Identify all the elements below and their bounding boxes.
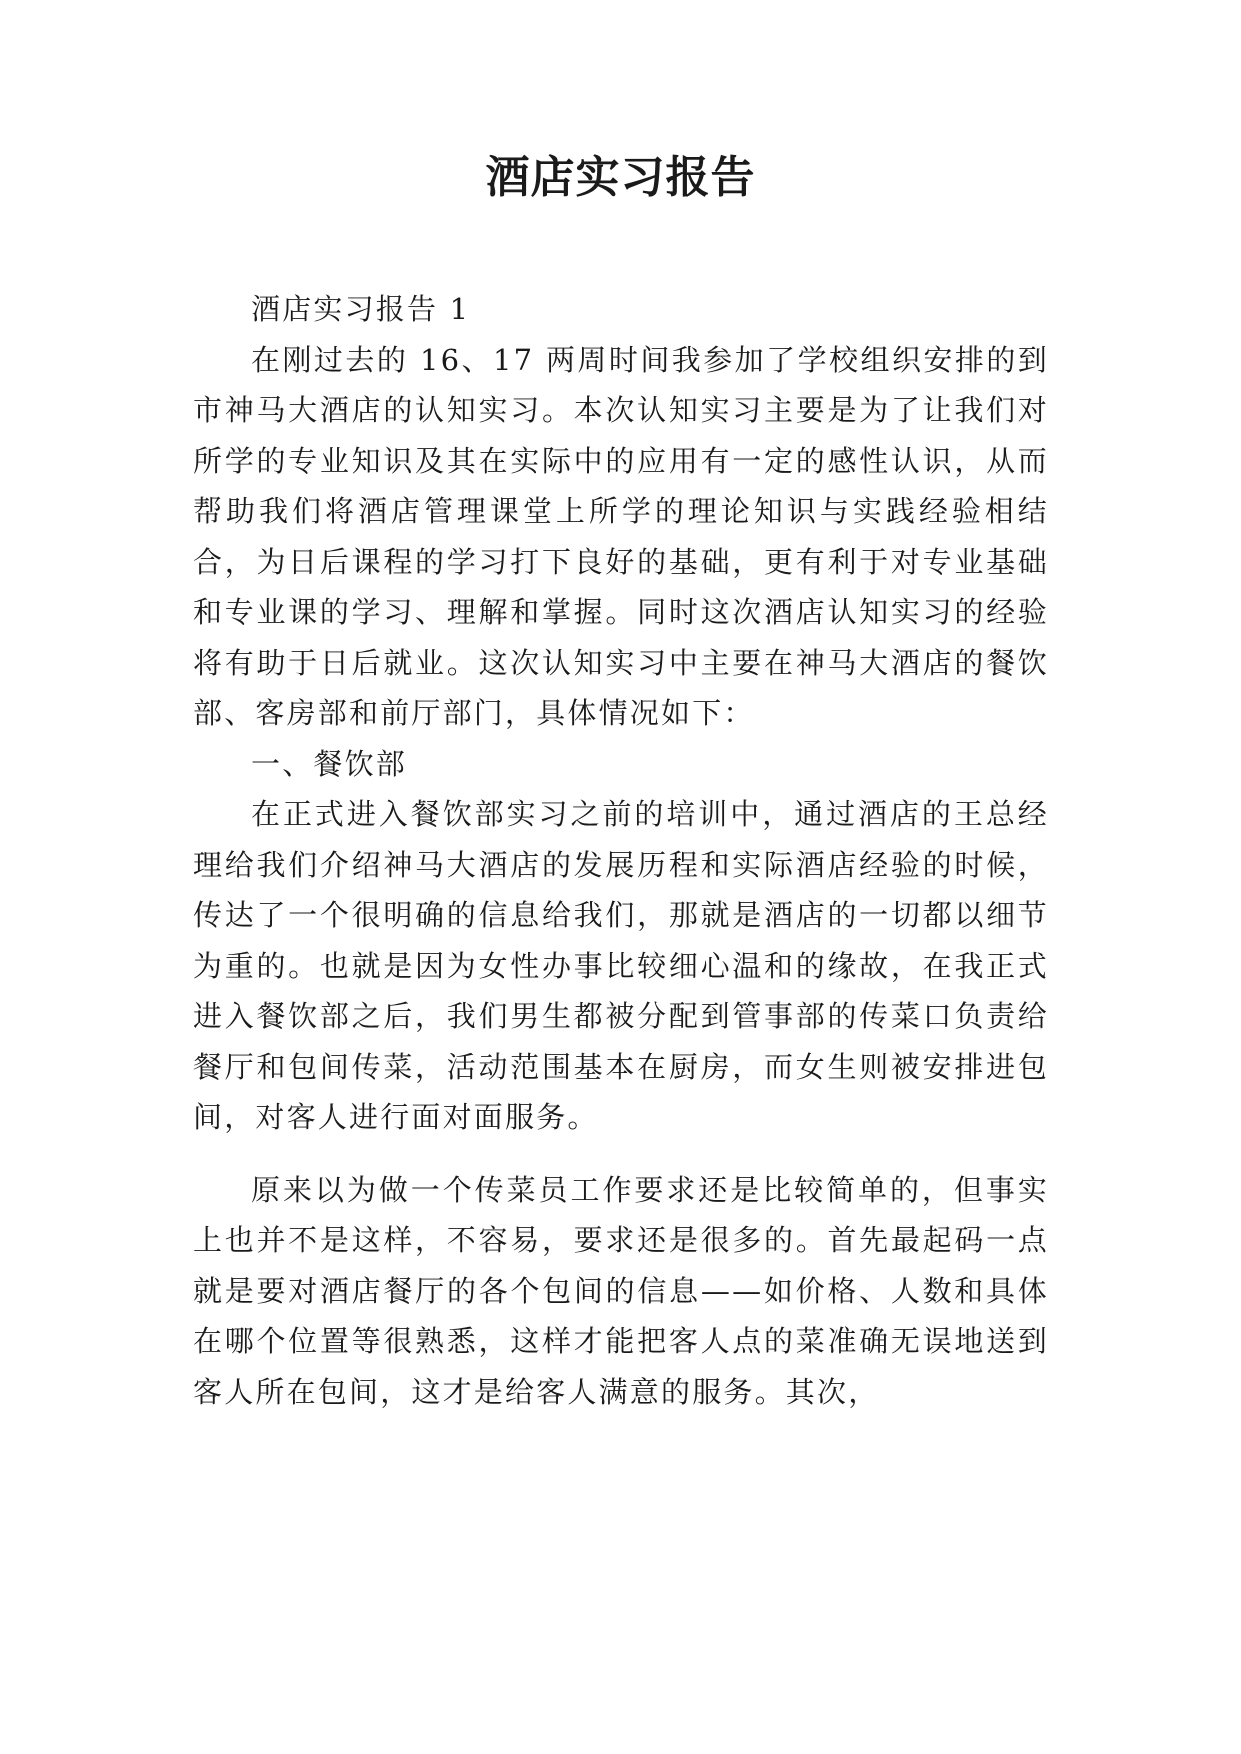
paragraph: 原来以为做一个传菜员工作要求还是比较简单的，但事实上也并不是这样，不容易，要求还是很多的。首先最起码一点就是要对酒店餐厅的各个包间的信息——如价格、人数和具体在哪个位置等很熟悉，这样才能把客人点的菜准确无误地送到客人所在包间，这才是给客人满意的服务。其次， — [193, 1172, 1049, 1409]
section-heading: 酒店实习报告 1 — [251, 292, 471, 326]
paragraph: 在刚过去的 16、17 两周时间我参加了学校组织安排的到市神马大酒店的认知实习。本次认知实习主要是为了让我们对所学的专业知识及其在实际中的应用有一定的感性认识，从而帮助我们将酒店管理课堂上所学的理论知识与实践经验相结合，为日后课程的学习打下良好的基础，更有利于对专业基础和专业课的学习、理解和掌握。同时这次酒店认知实习的经验将有助于日后就业。这次认知实习中主要在神马大酒店的餐饮部、客房部和前厅部门，具体情况如下： — [193, 342, 1049, 730]
paragraph: 在正式进入餐饮部实习之前的培训中，通过酒店的王总经理给我们介绍神马大酒店的发展历程和实际酒店经验的时候，传达了一个很明确的信息给我们，那就是酒店的一切都以细节为重的。也就是因为女性办事比较细心温和的缘故，在我正式进入餐饮部之后，我们男生都被分配到管事部的传菜口负责给餐厅和包间传菜，活动范围基本在厨房，而女生则被安排进包间，对客人进行面对面服务。 — [193, 797, 1049, 1134]
document-title: 酒店实习报告 — [485, 152, 756, 203]
section-heading: 一、餐饮部 — [251, 746, 408, 781]
document-body — [193, 284, 1049, 1417]
